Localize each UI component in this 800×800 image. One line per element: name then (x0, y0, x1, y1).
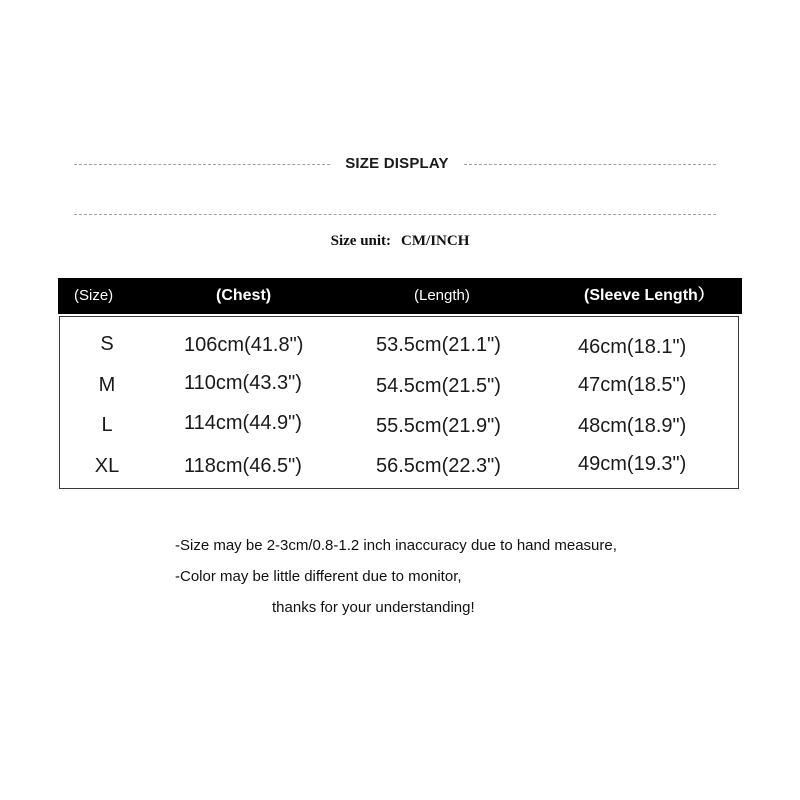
table-row (60, 410, 738, 440)
cell-sleeve-length: 46cm(18.1") (578, 336, 687, 358)
cell-sleeve-length: 49cm(19.3") (578, 453, 687, 475)
cell-chest: 114cm(44.9") (184, 412, 302, 434)
cell-size: XL (94, 455, 120, 477)
page-title: SIZE DISPLAY (345, 155, 449, 172)
size-unit-label: Size unit: (330, 233, 392, 249)
table-header (58, 278, 742, 314)
note-thanks: thanks for your understanding! (272, 599, 475, 616)
header-length: (Length) (414, 287, 470, 304)
cell-size: L (101, 414, 113, 436)
size-unit-value: CM/INCH (401, 233, 470, 249)
title-divider-lower (74, 214, 716, 215)
note-color-difference: -Color may be little different due to monitor, (175, 568, 462, 585)
cell-length: 54.5cm(21.5") (376, 375, 501, 397)
cell-chest: 106cm(41.8") (184, 334, 304, 356)
size-table (59, 316, 739, 489)
cell-sleeve-length: 48cm(18.9") (578, 415, 687, 437)
table-row (60, 451, 738, 481)
table-row (60, 329, 738, 359)
size-unit-line (0, 233, 800, 250)
cell-length: 55.5cm(21.9") (376, 415, 501, 437)
cell-length: 53.5cm(21.1") (376, 334, 501, 356)
note-measurement-accuracy: -Size may be 2-3cm/0.8-1.2 inch inaccuracy due to hand measure, (175, 537, 617, 554)
cell-chest: 110cm(43.3") (184, 372, 302, 394)
cell-size: M (98, 374, 116, 396)
cell-length: 56.5cm(22.3") (376, 455, 501, 477)
header-size: (Size) (74, 287, 114, 304)
cell-size: S (100, 333, 114, 355)
title-divider-right (464, 164, 716, 165)
cell-chest: 118cm(46.5") (184, 455, 302, 477)
header-chest: (Chest) (216, 287, 272, 304)
table-row (60, 370, 738, 400)
header-sleeve-length: (Sleeve Length） (584, 287, 714, 304)
cell-sleeve-length: 47cm(18.5") (578, 374, 687, 396)
title-divider-left (74, 164, 330, 165)
